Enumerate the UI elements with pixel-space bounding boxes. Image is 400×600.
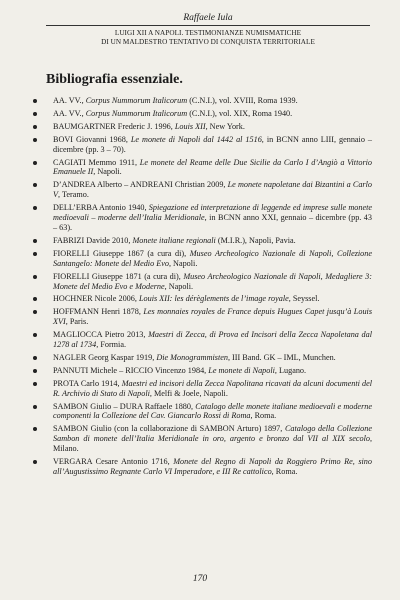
running-header xyxy=(46,14,370,47)
entry-title: Le monete di Napoli dal 1442 al 1516 xyxy=(130,134,262,144)
bullet-icon xyxy=(33,382,37,386)
bullet-icon xyxy=(33,239,37,243)
entry-author-year: HOFFMANN Henri 1878, xyxy=(53,307,144,317)
bibliography-entry xyxy=(28,330,372,350)
header-author: Raffaele Iula xyxy=(46,14,370,26)
bibliography-entry xyxy=(28,122,372,132)
entry-title: Corpus Nummorum Italicorum xyxy=(85,96,188,105)
entry-details: , New York. xyxy=(205,121,245,131)
entry-author-year: NAGLER Georg Kaspar 1919, xyxy=(53,352,157,362)
entry-details: , Paris. xyxy=(65,317,89,327)
entry-title: Monete italiane regionali xyxy=(132,235,216,245)
entry-author-year: FIORELLI Giuseppe 1871 (a cura di), xyxy=(53,271,184,281)
entry-details: , III Band. GK – IML, Munchen. xyxy=(227,352,336,362)
entry-details: , Roma. xyxy=(250,411,277,421)
entry-details: (M.I.R.), Napoli, Pavia. xyxy=(215,235,296,245)
entry-details: , Napoli. xyxy=(164,281,194,291)
bullet-icon xyxy=(33,275,37,279)
entry-author-year: PROTA Carlo 1914, xyxy=(53,378,122,388)
entry-title: Le monete del Reame delle Due Sicilie da Carlo I d’Angiò a Vittorio Emanuele II xyxy=(53,157,373,177)
entry-details: (C.N.I.), vol. XIX, Roma 1940. xyxy=(187,108,293,118)
bullet-icon xyxy=(33,183,37,187)
bibliography-entry xyxy=(28,109,372,119)
entry-title: Spiegazione ed interpretazione di leggende ed imprese sulle monete medioevali – moderne dell’Italia Meridionale xyxy=(53,203,373,223)
entry-title: Catalogo della Collezione Sambon di monete dell’Italia Meridionale in oro, argento e bronzo dal VII al XIX secolo xyxy=(53,424,373,444)
entry-title: Le monete napoletane dai Bizantini a Carlo V xyxy=(53,180,372,200)
bibliography-entry xyxy=(28,366,372,376)
page-number: 170 xyxy=(192,574,208,584)
entry-details: , in BCNN anno XXI, gennaio – dicembre (pp. 43 – 63). xyxy=(53,213,372,232)
bullet-icon xyxy=(33,138,37,142)
bibliography-entry xyxy=(28,294,372,304)
entry-author-year: MAGLIOCCA Pietro 2013, xyxy=(53,330,149,340)
entry-title: Maestri ed incisori della Zecca Napolitana ricavati da alcuni documenti del R. Archivio di Stato di Napoli xyxy=(53,378,372,398)
entry-author-year: PANNUTI Michele – RICCIO Vincenzo 1984, xyxy=(53,365,209,375)
entry-author-year: D’ANDREA Alberto – ANDREANI Christian 2009, xyxy=(53,180,228,190)
entry-title: Monete del Regno di Napoli da Roggiero Primo Re, sino all’Augustissimo Regnante Carlo VI Imperadore, e III Re cattolico xyxy=(53,457,372,476)
bullet-icon xyxy=(33,310,37,314)
entry-details: , Milano. xyxy=(53,434,372,454)
entry-author-year: HOCHNER Nicole 2006, xyxy=(53,294,139,304)
bibliography-entry xyxy=(28,457,372,477)
bullet-icon xyxy=(33,427,37,431)
entry-title: Louis XII xyxy=(174,121,206,131)
entry-details: , Roma. xyxy=(271,467,298,476)
bibliography-entry xyxy=(28,353,372,363)
bibliography-entry xyxy=(28,158,372,178)
entry-details: , Formia. xyxy=(96,340,127,350)
header-subtitle-line-2: DI UN MALDESTRO TENTATIVO DI CONQUISTA TERRITORIALE xyxy=(101,38,315,46)
bullet-icon xyxy=(33,369,37,373)
bullet-icon xyxy=(33,460,37,464)
bullet-icon xyxy=(33,333,37,337)
entry-author-year: CAGIATI Memmo 1911, xyxy=(53,157,140,167)
bullet-icon xyxy=(33,356,37,360)
entry-author-year: VERGARA Cesare Antonio 1716, xyxy=(53,457,174,467)
entry-author-year: SAMBON Giulio (con la collaborazione di SAMBON Arturo) 1897, xyxy=(53,424,285,434)
bibliography-entry xyxy=(28,203,372,233)
entry-details: , Napoli. xyxy=(168,258,198,268)
entry-details: , Melfi & Joele, Napoli. xyxy=(149,388,228,398)
section-title: Bibliografia essenziale. xyxy=(46,72,183,87)
entry-title: Die Monogrammisten xyxy=(156,352,228,362)
bullet-icon xyxy=(33,252,37,256)
bullet-icon xyxy=(33,405,37,409)
entry-author-year: AA. VV., xyxy=(53,96,86,105)
bullet-icon xyxy=(33,125,37,129)
entry-author-year: FABRIZI Davide 2010, xyxy=(53,235,133,245)
bibliography-entry xyxy=(28,424,372,454)
bibliography-entry xyxy=(28,307,372,327)
entry-details: , in BCNN anno LIII, gennaio – dicembre (pp. 3 – 70). xyxy=(53,134,372,154)
entry-title: Le monete di Napoli xyxy=(208,365,275,375)
bibliography-entry xyxy=(28,249,372,269)
entry-author-year: DELL’ERBA Antonio 1940, xyxy=(53,203,149,213)
entry-author-year: FIORELLI Giuseppe 1867 (a cura di), xyxy=(53,248,190,258)
bibliography-entry xyxy=(28,402,372,422)
bibliography-list xyxy=(28,96,372,480)
bullet-icon xyxy=(33,112,37,116)
entry-details: , Teramo. xyxy=(58,190,89,200)
bibliography-entry xyxy=(28,96,372,106)
bullet-icon xyxy=(33,206,37,210)
header-subtitle-line-1: LUIGI XII A NAPOLI. TESTIMONIANZE NUMISMATICHE xyxy=(114,29,302,37)
entry-author-year: BAUMGARTNER Frederic J. 1996, xyxy=(53,121,175,131)
bullet-icon xyxy=(33,161,37,165)
entry-details: , Napoli. xyxy=(93,167,122,177)
bibliography-entry xyxy=(28,379,372,399)
entry-title: Museo Archeologico Nazionale di Napoli, Collezione Santangelo: Monete del Medio Evo xyxy=(53,248,372,268)
entry-title: Louis XII: les dérèglements de l’image royale xyxy=(138,294,289,304)
entry-author-year: BOVI Giovanni 1968, xyxy=(53,134,131,144)
entry-title: Maestri di Zecca, di Prova ed Incisori della Zecca Napoletana dal 1278 al 1734 xyxy=(53,330,372,350)
bibliography-entry xyxy=(28,272,372,292)
entry-author-year: SAMBON Giulio – DURA Raffaele 1880, xyxy=(53,401,196,411)
bibliography-entry xyxy=(28,135,372,155)
bullet-icon xyxy=(33,297,37,301)
entry-author-year: AA. VV., xyxy=(53,108,86,118)
bullet-icon xyxy=(33,99,37,103)
entry-title: Corpus Nummorum Italicorum xyxy=(85,108,188,118)
entry-title: Les monnaies royales de France depuis Hugues Capet jusqu’à Louis XVI xyxy=(53,307,373,327)
entry-title: Catalogo delle monete italiane medioevali e moderne componenti la Collezione del Cav. Giancarlo Rossi di Roma xyxy=(53,401,372,421)
entry-title: Museo Archeologico Nazionale di Napoli, Medagliere 3: Monete del Medio Evo e Moderne xyxy=(53,271,372,291)
bibliography-entry xyxy=(28,180,372,200)
entry-details: , Lugano. xyxy=(274,365,307,375)
entry-details: (C.N.I.), vol. XVIII, Roma 1939. xyxy=(187,96,298,105)
bibliography-entry xyxy=(28,236,372,246)
entry-details: , Seyssel. xyxy=(288,294,320,304)
